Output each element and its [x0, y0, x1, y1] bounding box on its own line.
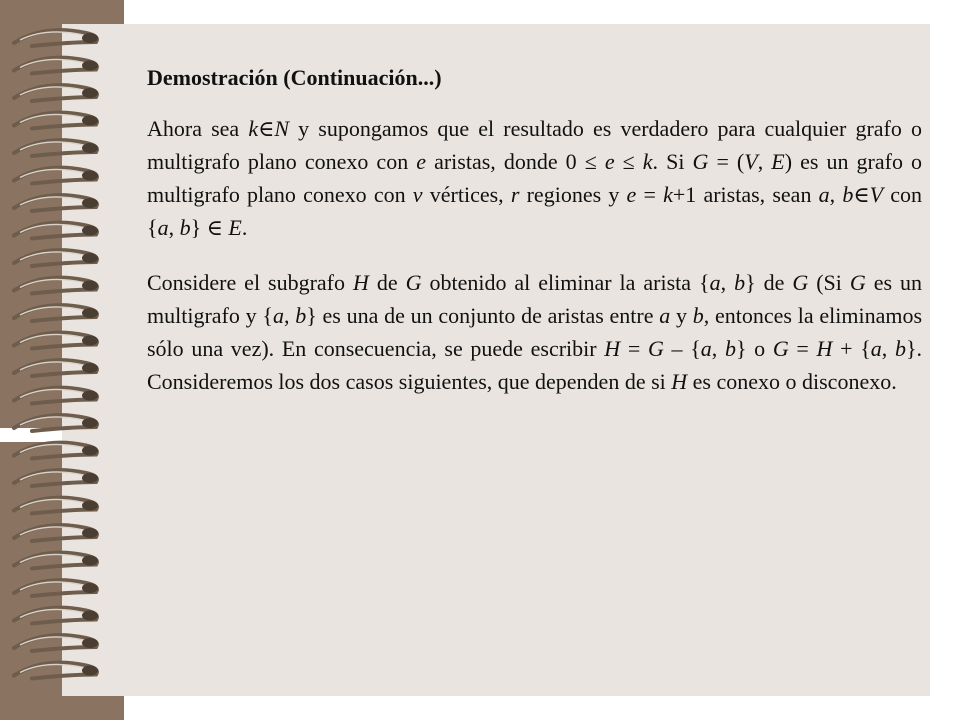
spiral-ring-icon	[14, 553, 98, 569]
math-symbol: G	[792, 270, 809, 295]
math-symbol: k	[663, 182, 673, 207]
text-run: ,	[711, 336, 725, 361]
text-run: ,	[168, 215, 180, 240]
math-symbol: G	[772, 336, 789, 361]
text-run: de	[368, 270, 406, 295]
text-run: .	[241, 215, 248, 240]
spiral-ring-icon	[14, 223, 98, 239]
text-run: (Si	[808, 270, 850, 295]
text-run: } es una de un conjunto de aristas entre	[306, 303, 660, 328]
text-run: y supongamos que el resultado es verdadero para cualquier grafo o multigrafo plano conexo con	[147, 116, 922, 174]
text-run: es conexo o disconexo.	[687, 369, 897, 394]
text-run: + {	[832, 336, 871, 361]
spiral-ring-icon	[14, 663, 98, 679]
text-run: } de	[745, 270, 793, 295]
spiral-ring-icon	[14, 250, 98, 266]
slide-heading: Demostración (Continuación...)	[147, 65, 442, 90]
math-symbol: b	[734, 270, 746, 295]
text-run: es un multigrafo y {	[147, 270, 923, 328]
math-symbol: H	[352, 270, 369, 295]
math-symbol: G	[405, 270, 422, 295]
text-run: =	[788, 336, 817, 361]
math-symbol: V	[869, 182, 884, 207]
math-symbol: v	[412, 182, 423, 207]
spiral-ring-icon	[14, 278, 98, 294]
math-symbol: b	[724, 336, 736, 361]
text-run: ≤	[614, 149, 643, 174]
spiral-ring-icon	[14, 635, 98, 651]
text-run: ,	[881, 336, 895, 361]
math-symbol: a	[700, 336, 712, 361]
text-run: ∈	[853, 182, 870, 207]
text-run: con {	[147, 182, 923, 240]
text-run: = (	[708, 149, 745, 174]
text-run: – {	[663, 336, 701, 361]
spiral-ring-icon	[14, 85, 98, 101]
math-symbol: E	[771, 149, 785, 174]
math-symbol: a	[157, 215, 169, 240]
math-symbol: a	[818, 182, 830, 207]
text-run: } o	[735, 336, 773, 361]
spiral-ring-icon	[14, 168, 98, 184]
math-symbol: V	[744, 149, 758, 174]
math-symbol: H	[671, 369, 688, 394]
math-symbol: b	[179, 215, 191, 240]
text-run: =	[636, 182, 664, 207]
math-symbol: G	[692, 149, 709, 174]
spiral-ring-icon	[14, 113, 98, 129]
math-symbol: e	[626, 182, 637, 207]
math-symbol: e	[604, 149, 615, 174]
spiral-ring-icon	[14, 195, 98, 211]
math-symbol: a	[709, 270, 721, 295]
text-run: . Si	[652, 149, 693, 174]
spiral-ring-icon	[14, 333, 98, 349]
text-run: +1 aristas, sean	[672, 182, 819, 207]
math-symbol: b	[295, 303, 307, 328]
spiral-ring-icon	[14, 608, 98, 624]
text-run: ,	[283, 303, 296, 328]
math-symbol: k	[642, 149, 653, 174]
math-symbol: e	[416, 149, 427, 174]
spiral-ring-icon	[14, 360, 98, 376]
text-run: =	[620, 336, 648, 361]
math-symbol: a	[870, 336, 882, 361]
text-run: } ∈	[190, 215, 229, 240]
text-run: ∈	[258, 116, 275, 141]
spiral-ring-icon	[14, 388, 98, 404]
spiral-binding	[0, 0, 124, 720]
text-run: , entonces la eliminamos sólo una vez). En consecuencia, se puede escribir	[147, 303, 923, 361]
spiral-ring-icon	[14, 443, 98, 459]
text-run: Ahora sea	[147, 116, 249, 141]
text-run: obtenido al eliminar la arista {	[421, 270, 710, 295]
math-symbol: a	[272, 303, 284, 328]
spiral-ring-icon	[14, 58, 98, 74]
math-symbol: E	[228, 215, 242, 240]
text-run: vértices,	[422, 182, 511, 207]
math-symbol: b	[692, 303, 704, 328]
text-run: y	[670, 303, 693, 328]
spiral-ring-icon	[14, 140, 98, 156]
spiral-ring-icon	[14, 30, 98, 46]
math-symbol: b	[842, 182, 854, 207]
text-run: ,	[720, 270, 735, 295]
math-symbol: H	[816, 336, 833, 361]
paragraph-1	[147, 112, 922, 244]
text-run: regiones y	[519, 182, 627, 207]
math-symbol: G	[849, 270, 866, 295]
paragraph-2	[147, 266, 922, 398]
math-symbol: r	[510, 182, 520, 207]
spiral-ring-icon	[14, 470, 98, 486]
math-symbol: k	[248, 116, 259, 141]
spiral-ring-icon	[14, 580, 98, 596]
spiral-ring-icon	[14, 305, 98, 321]
math-symbol: N	[274, 116, 290, 141]
text-run: ,	[829, 182, 843, 207]
text-run: Considere el subgrafo	[147, 270, 353, 295]
math-symbol: a	[659, 303, 671, 328]
math-symbol: G	[647, 336, 664, 361]
slide-content	[147, 64, 922, 420]
math-symbol: b	[894, 336, 906, 361]
text-run: }. Consideremos los dos casos siguientes, que dependen de si	[147, 336, 922, 394]
spiral-ring-icon	[14, 525, 98, 541]
spiral-ring-icon	[14, 498, 98, 514]
text-run: ) es un grafo o multigrafo plano conexo con	[147, 149, 923, 207]
math-symbol: H	[604, 336, 621, 361]
spiral-ring-icon	[14, 415, 98, 431]
text-run: aristas, donde 0 ≤	[426, 149, 605, 174]
text-run: ,	[757, 149, 772, 174]
